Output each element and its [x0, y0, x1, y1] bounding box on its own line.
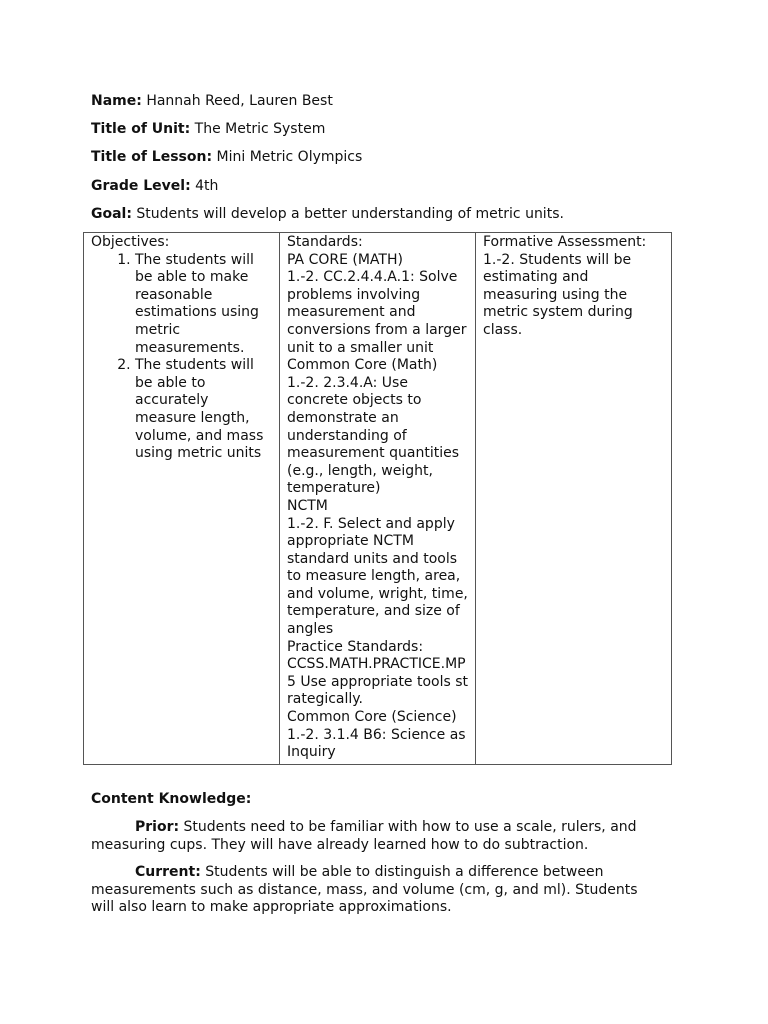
standards-heading: Standards: [287, 234, 363, 250]
current-text: Students will be able to distinguish a difference between measurements such as distance, mass, and volume (cm, g, and ml). Students will also learn to make appropriate approximations. [91, 864, 638, 915]
assessment-text: 1.-2. Students will be estimating and measuring using the metric system during class. [483, 251, 633, 338]
standards-line: Practice Standards: [287, 638, 424, 655]
grade-level-value: 4th [195, 178, 219, 194]
grade-level-label: Grade Level: [91, 178, 191, 194]
standards-line: CCSS.MATH.PRACTICE.MP5 Use appropriate tools strategically. [287, 656, 469, 708]
current-label: Current: [135, 864, 201, 880]
objectives-cell [84, 233, 280, 765]
goal-label: Goal: [91, 206, 132, 222]
objectives-list [91, 252, 273, 463]
content-knowledge-heading: Content Knowledge: [91, 791, 252, 807]
prior-knowledge-paragraph [91, 819, 651, 854]
standards-line: Common Core (Science) [287, 709, 457, 726]
unit-title-label: Title of Unit: [91, 121, 191, 137]
goal-value: Students will develop a better understanding of metric units. [136, 206, 564, 222]
current-knowledge-paragraph [91, 864, 651, 917]
assessment-heading: Formative Assessment: [483, 234, 647, 250]
grade-level-field [91, 177, 218, 195]
objective-item: 2. The students will be able to accurately measure length, volume, and mass using metric units [135, 357, 273, 463]
standards-cell [280, 233, 476, 765]
standards-line: 1.-2. 2.3.4.A: Use concrete objects to demonstrate an understanding of measurement quantities (e.g., length, weight, temperature) [287, 374, 459, 497]
lesson-title-label: Title of Lesson: [91, 149, 213, 165]
lesson-table [83, 232, 672, 765]
standards-line: Common Core (Math) [287, 357, 438, 374]
standards-line: PA CORE (MATH) [287, 251, 403, 268]
objectives-heading: Objectives: [91, 234, 170, 250]
prior-text: Students need to be familiar with how to use a scale, rulers, and measuring cups. They will have already learned how to do subtraction. [91, 819, 637, 853]
lesson-table-row [84, 233, 672, 765]
prior-label: Prior: [135, 819, 180, 835]
standards-line: 1.-2. CC.2.4.4.A.1: Solve problems involving measurement and conversions from a larger unit to a smaller unit [287, 269, 467, 356]
unit-title-value: The Metric System [194, 121, 326, 137]
name-field [91, 92, 333, 110]
objective-item: 1. The students will be able to make reasonable estimations using metric measurements. [135, 252, 273, 358]
lesson-title-value: Mini Metric Olympics [216, 149, 363, 165]
standards-line: 1.-2. 3.1.4 B6: Science as Inquiry [287, 726, 466, 761]
standards-line: 1.-2. F. Select and apply appropriate NCTM standard units and tools to measure length, area, and volume, wright, time, temperature, and size of angles [287, 515, 468, 638]
unit-title-field [91, 120, 325, 138]
goal-field [91, 205, 564, 223]
assessment-cell [476, 233, 672, 765]
standards-line: NCTM [287, 497, 328, 514]
name-value: Hannah Reed, Lauren Best [146, 93, 333, 109]
lesson-title-field [91, 148, 362, 166]
name-label: Name: [91, 93, 142, 109]
